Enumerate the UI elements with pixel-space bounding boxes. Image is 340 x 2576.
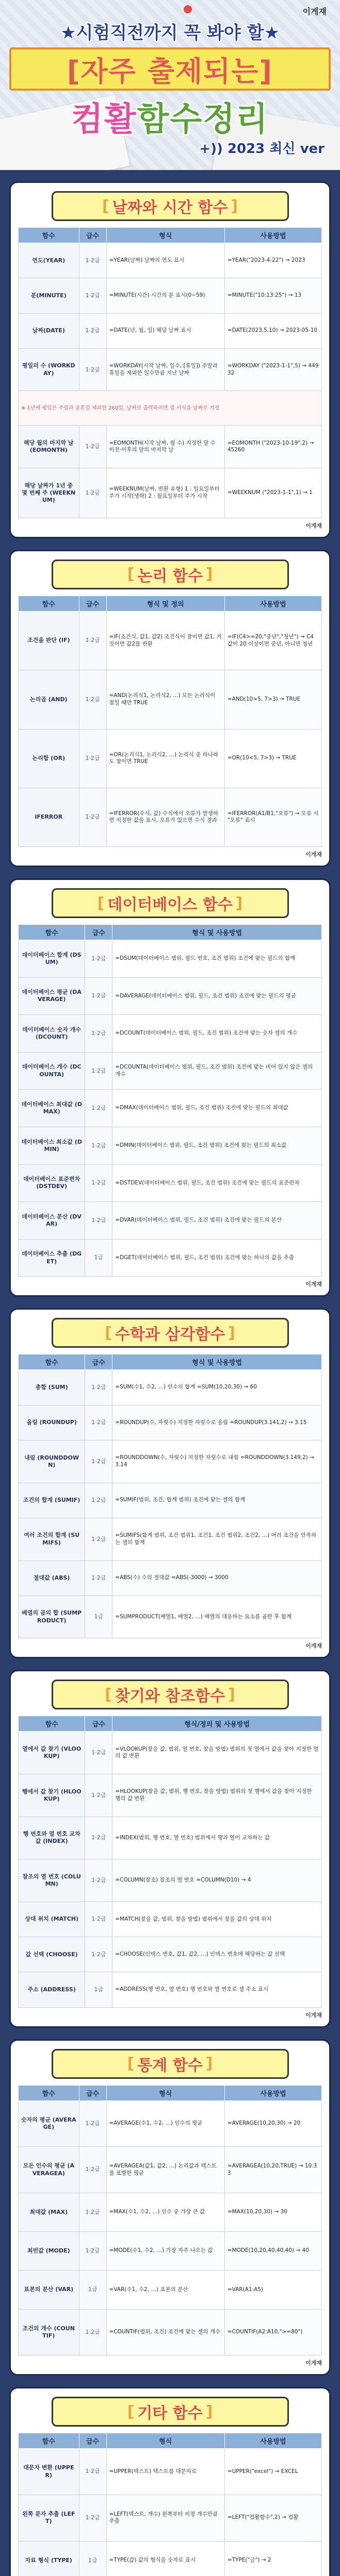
- table-row: [19, 1239, 322, 1277]
- grade-cell: 1·2급: [85, 1483, 112, 1518]
- grade-cell: 1급: [85, 1239, 112, 1277]
- bracket-right-icon: ]: [235, 894, 243, 912]
- example-cell: =DATE(2023,5,10) → 2023-05-10: [224, 313, 321, 348]
- table-row: [19, 1370, 322, 1405]
- function-name-cell: 행에서 값 찾기 (HLOOKUP): [19, 1774, 85, 1817]
- format-cell: =TYPE(값) 값의 형식을 숫자로 표시: [106, 2541, 224, 2576]
- grade-cell: 1·2급: [79, 313, 106, 348]
- example-cell: =MINUTE("10:13:25") → 13: [224, 278, 321, 313]
- table-row: [19, 1518, 322, 1561]
- credit-label: 이게쟤: [305, 1281, 322, 1288]
- grade-cell: 1·2급: [79, 278, 106, 313]
- column-header: 함수: [19, 925, 85, 940]
- format-cell: =MAX(수1, 수2, …) 인수 중 가장 큰 값: [106, 2193, 224, 2231]
- grade-cell: 1·2급: [79, 2309, 106, 2355]
- grade-cell: 1·2급: [85, 1902, 112, 1937]
- function-table: [18, 1716, 322, 2007]
- example-cell: =MAX(10,20,30) → 30: [224, 2193, 321, 2231]
- column-header: 사용방법: [224, 2085, 321, 2100]
- bracket-right-icon: ]: [205, 2055, 213, 2073]
- column-header: 형식/정의 및 사용방법: [112, 1716, 322, 1732]
- column-header: 급수: [79, 228, 106, 243]
- format-cell: =DMIN(데이터베이스 범위, 필드, 조건 범위) 조건에 맞는 필드의 최소값: [112, 1127, 322, 1165]
- column-header: 함수: [19, 1354, 85, 1370]
- format-cell: =INDEX(범위, 행 번호, 열 번호) 범위에서 행과 열이 교차하는 값: [112, 1817, 322, 1859]
- grade-cell: 1·2급: [79, 2147, 106, 2193]
- grade-cell: 1·2급: [79, 348, 106, 391]
- bracket-right-icon: ]: [205, 565, 213, 584]
- function-name-cell: 행 번호와 열 번호 교차 값 (INDEX): [19, 1817, 85, 1859]
- function-name-cell: 데이터베이스 최소값 (DMIN): [19, 1127, 85, 1165]
- example-cell: =COUNTIF(A2:A10,">=80"): [224, 2309, 321, 2355]
- grade-cell: 1급: [85, 1596, 112, 1638]
- function-name-cell: 대문자 변환 (UPPER): [19, 2449, 79, 2495]
- section-title-text: 기타 함수: [137, 2404, 203, 2423]
- format-cell: =DAVERAGE(데이터베이스 범위, 필드, 조건 범위) 조건에 맞는 필드의 평균: [112, 977, 322, 1015]
- table-row: [19, 977, 322, 1015]
- table-row: [19, 1405, 322, 1440]
- function-name-cell: 연도(YEAR): [19, 243, 79, 278]
- function-name-cell: 데이터베이스 분산 (DVAR): [19, 1202, 85, 1240]
- table-row: [19, 278, 322, 313]
- grade-cell: 1·2급: [79, 426, 106, 468]
- format-cell: =ROUNDDOWN(수, 자릿수) 지정한 자릿수로 내림 =ROUNDDOWN(3.149,2) → 3.14: [112, 1440, 322, 1483]
- format-cell: =WORKDAY(시작 날짜, 일수, [휴일]) 주말과 휴일을 제외한 일수만큼 지난 날짜: [106, 348, 224, 391]
- example-cell: =AVERAGE(10,20,30) → 20: [224, 2100, 321, 2147]
- function-name-cell: 날짜(DATE): [19, 313, 79, 348]
- format-cell: =SUM(수1, 수2, …) 인수의 합계 =SUM(10,20,30) → 60: [112, 1370, 322, 1405]
- function-table: [18, 227, 322, 518]
- format-cell: =LEFT(텍스트, 개수) 왼쪽부터 지정 개수만큼 추출: [106, 2495, 224, 2541]
- bracket-right-icon: ]: [228, 1685, 235, 1704]
- table-row: [19, 2449, 322, 2495]
- grade-cell: 1급: [85, 1972, 112, 2007]
- function-name-cell: 상대 위치 (MATCH): [19, 1902, 85, 1937]
- section-title-text: 찾기와 참조함수: [115, 1687, 225, 1706]
- format-cell: =AVERAGEA(값1, 값2, …) 논리값과 텍스트를 포함한 평균: [106, 2147, 224, 2193]
- function-name-cell: 최대값 (MAX): [19, 2193, 79, 2231]
- format-cell: =MINUTE(시간) 시간의 분 표시(0~59): [106, 278, 224, 313]
- grade-cell: 1·2급: [85, 1090, 112, 1127]
- table-row: [19, 2100, 322, 2147]
- table-row: [19, 1859, 322, 1902]
- bracket-left-icon: [: [127, 2402, 135, 2421]
- grade-cell: 1·2급: [85, 1937, 112, 1972]
- format-cell: =MODE(수1, 수2, …) 가장 자주 나오는 값: [106, 2232, 224, 2270]
- example-cell: =EOMONTH ("2023-10-19",2) → 45260: [224, 426, 321, 468]
- section-title: [52, 2397, 289, 2427]
- function-table: [18, 596, 322, 847]
- format-cell: =DMAX(데이터베이스 범위, 필드, 조건 범위) 조건에 맞는 필드의 최대값: [112, 1090, 322, 1127]
- table-row: [19, 1015, 322, 1053]
- credit-label: 이게쟤: [305, 851, 322, 858]
- function-table: [18, 1354, 322, 1638]
- grade-cell: 1·2급: [85, 1015, 112, 1053]
- format-cell: =IF(조건식, 값1, 값2) 조건식이 참이면 값1, 거짓이면 값2를 반환: [106, 611, 224, 670]
- credit-label: 이게쟤: [305, 2360, 322, 2367]
- example-cell: =LEFT("컴활함수",2) → 컴활: [224, 2495, 321, 2541]
- function-name-cell: 분(MINUTE): [19, 278, 79, 313]
- grade-cell: 1·2급: [79, 729, 106, 788]
- format-cell: =DCOUNT(데이터베이스 범위, 필드, 조건 범위) 조건에 맞는 숫자 셀의 개수: [112, 1015, 322, 1053]
- function-name-cell: 데이터베이스 평균 (DAVERAGE): [19, 977, 85, 1015]
- table-row: [19, 1440, 322, 1483]
- column-header: 급수: [85, 925, 112, 940]
- format-cell: =DCOUNTA(데이터베이스 범위, 필드, 조건 범위) 조건에 맞는 비어 있지 않은 셀의 개수: [112, 1052, 322, 1090]
- section-title-text: 데이터베이스 함수: [107, 896, 233, 914]
- function-name-cell: 모든 인수의 평균 (AVERAGEA): [19, 2147, 79, 2193]
- table-row: [19, 2270, 322, 2309]
- function-name-cell: 숫자의 평균 (AVERAGE): [19, 2100, 79, 2147]
- table-row: [19, 611, 322, 670]
- credit-label: 이게쟤: [305, 2011, 322, 2019]
- format-cell: =VLOOKUP(찾을 값, 범위, 열 번호, 찾을 방법) 범위의 첫 열에서 값을 찾아 지정한 열의 값 반환: [112, 1732, 322, 1774]
- bracket-left-icon: [: [102, 197, 109, 215]
- column-header: 형식: [106, 228, 224, 243]
- table-row: [19, 2309, 322, 2355]
- table-row: [19, 2495, 322, 2541]
- example-cell: =AND(10>5, 7>3) → TRUE: [224, 670, 321, 729]
- grade-cell: 1·2급: [85, 940, 112, 978]
- table-row: [19, 1127, 322, 1165]
- table-row: [19, 1937, 322, 1972]
- example-cell: =VAR(A1:A5): [224, 2270, 321, 2309]
- table-row: [19, 1902, 322, 1937]
- function-name-cell: 해당 날짜가 1년 중 몇 번째 주 (WEEKNUM): [19, 468, 79, 518]
- grade-cell: 1·2급: [85, 1164, 112, 1202]
- grade-cell: 1·2급: [85, 1817, 112, 1859]
- format-cell: =SUMIFS(합계 범위, 조건 범위1, 조건1, 조건 범위2, 조건2, …) 여러 조건을 만족하는 셀의 합계: [112, 1518, 322, 1561]
- function-name-cell: 조건을 판단 (IF): [19, 611, 79, 670]
- function-name-cell: 평일의 수 (WORKDAY): [19, 348, 79, 391]
- format-cell: =WEEKNUM(날짜, 반환 유형) 1 : 일요일부터 주가 시작(생략) 2 : 월요일부터 주가 시작: [106, 468, 224, 518]
- function-name-cell: 논리곱 (AND): [19, 670, 79, 729]
- dot-icon: [184, 5, 192, 13]
- format-cell: =UPPER(텍스트) 텍스트를 대문자로: [106, 2449, 224, 2495]
- column-header: 함수: [19, 596, 79, 611]
- bracket-right-icon: ]: [231, 197, 238, 215]
- table-row: [19, 1817, 322, 1859]
- table-row: [19, 1090, 322, 1127]
- column-header: 급수: [85, 1716, 112, 1732]
- function-name-cell: 여러 조건의 합계 (SUMIFS): [19, 1518, 85, 1561]
- function-name-cell: 총합 (SUM): [19, 1370, 85, 1405]
- credit-label: 이게쟤: [305, 522, 322, 529]
- column-header: 형식: [106, 2433, 224, 2449]
- format-cell: =CHOOSE(인덱스 번호, 값1, 값2, …) 인덱스 번호에 해당하는 값 선택: [112, 1937, 322, 1972]
- grade-cell: 1·2급: [79, 611, 106, 670]
- function-name-cell: 열에서 값 찾기 (VLOOKUP): [19, 1732, 85, 1774]
- example-cell: =OR(10<5, 7>3) → TRUE: [224, 729, 321, 788]
- example-cell: =MODE(10,20,40,40,40) → 40: [224, 2232, 321, 2270]
- format-cell: =SUMIF(범위, 조건, 합계 범위) 조건에 맞는 셀의 합계: [112, 1483, 322, 1518]
- function-name-cell: 논리합 (OR): [19, 729, 79, 788]
- grade-cell: 1·2급: [79, 788, 106, 846]
- format-cell: =AND(논리식1, 논리식2, …) 모든 논리식이 참일 때만 TRUE: [106, 670, 224, 729]
- table-row: [19, 2147, 322, 2193]
- note-cell: ※ 1년에 평일은 주말과 공휴일 제외한 260일, 날짜로 출력하려면 셀 서식을 날짜로 지정: [19, 391, 322, 426]
- column-header: 급수: [79, 2433, 106, 2449]
- section-title: [52, 191, 289, 221]
- function-name-cell: 값 선택 (CHOOSE): [19, 1937, 85, 1972]
- example-cell: =AVERAGEA(10,20,TRUE) → 10.33: [224, 2147, 321, 2193]
- format-cell: =VAR(수1, 수2, …) 표본의 분산: [106, 2270, 224, 2309]
- table-row: [19, 2193, 322, 2231]
- format-cell: =COLUMN(참조) 참조의 열 번호 =COLUMN(D10) → 4: [112, 1859, 322, 1902]
- subtitle-part-a: 컴활: [71, 100, 137, 139]
- grade-cell: 1·2급: [85, 1202, 112, 1240]
- grade-cell: 1·2급: [85, 1405, 112, 1440]
- table-row: [19, 729, 322, 788]
- example-cell: =TYPE("글") → 2: [224, 2541, 321, 2576]
- format-cell: =MATCH(찾을 값, 범위, 찾을 방법) 범위에서 찾을 값의 상대 위치: [112, 1902, 322, 1937]
- grade-cell: 1·2급: [79, 2232, 106, 2270]
- grade-cell: 1·2급: [85, 1052, 112, 1090]
- function-name-cell: IFERROR: [19, 788, 79, 846]
- format-cell: =ABS(수) 수의 절대값 =ABS(-3000) → 3000: [112, 1561, 322, 1596]
- page-subtitle: [0, 93, 340, 140]
- function-name-cell: 주소 (ADDRESS): [19, 1972, 85, 2007]
- function-name-cell: 참조의 열 번호 (COLUMN): [19, 1859, 85, 1902]
- function-table: [18, 2085, 322, 2356]
- column-header: 급수: [79, 596, 106, 611]
- format-cell: =HLOOKUP(찾을 값, 범위, 행 번호, 찾을 방법) 범위의 첫 행에서 값을 찾아 지정한 행의 값 반환: [112, 1774, 322, 1817]
- function-name-cell: 배열의 곱의 합 (SUMPRODUCT): [19, 1596, 85, 1638]
- table-row: [19, 788, 322, 846]
- format-cell: =IFERROR(수식, 값) 수식에서 오류가 발생하면 지정한 값을 표시, 오류가 없으면 수식 결과: [106, 788, 224, 846]
- section-title-text: 날짜와 시간 함수: [112, 199, 228, 217]
- table-row: [19, 1596, 322, 1638]
- example-cell: =WORKDAY ("2023-1-1",5) → 44932: [224, 348, 321, 391]
- table-row: [19, 1972, 322, 2007]
- function-table: [18, 2433, 322, 2576]
- format-cell: =COUNTIF(범위, 조건) 조건에 맞는 셀의 개수: [106, 2309, 224, 2355]
- table-row: [19, 1483, 322, 1518]
- column-header: 형식 및 사용방법: [112, 925, 322, 940]
- format-cell: =SUMPRODUCT(배열1, 배열2, …) 배열의 대응하는 요소를 곱한 후 합계: [112, 1596, 322, 1638]
- table-row: [19, 243, 322, 278]
- function-name-cell: 해당 월의 마지막 날 (EOMONTH): [19, 426, 79, 468]
- version-label: +)) 2023 최신 ver: [199, 141, 325, 157]
- column-header: 함수: [19, 2433, 79, 2449]
- section-title: [52, 1318, 289, 1348]
- grade-cell: 1·2급: [79, 670, 106, 729]
- table-row: [19, 313, 322, 348]
- grade-cell: 1·2급: [85, 1440, 112, 1483]
- header-banner: [0, 0, 340, 170]
- example-cell: =IFERROR(A1/B1,"오류") → 오류 시 "오류" 표시: [224, 788, 321, 846]
- column-header: 형식 및 정의: [106, 596, 224, 611]
- grade-cell: 1·2급: [79, 2449, 106, 2495]
- function-name-cell: 왼쪽 문자 추출 (LEFT): [19, 2495, 79, 2541]
- grade-cell: 1·2급: [85, 1859, 112, 1902]
- table-row: [19, 468, 322, 518]
- bracket-right-icon: ]: [228, 1324, 235, 1342]
- subtitle-part-b: 함수정리: [137, 100, 269, 139]
- function-section: [9, 1670, 331, 2027]
- column-header: 사용방법: [224, 228, 321, 243]
- grade-cell: 1·2급: [79, 2193, 106, 2231]
- table-row: [19, 1202, 322, 1240]
- example-cell: =IF(C4>=20,"중년","청년") → C4 값이 20 이상이면 중년, 아니면 청년: [224, 611, 321, 670]
- format-cell: =DGET(데이터베이스 범위, 필드, 조건 범위) 조건에 맞는 하나의 값을 추출: [112, 1239, 322, 1277]
- function-name-cell: 조건의 개수 (COUNTIF): [19, 2309, 79, 2355]
- grade-cell: 1·2급: [85, 977, 112, 1015]
- section-title: [52, 1680, 289, 1709]
- bracket-left-icon: [: [127, 2055, 135, 2073]
- table-row: [19, 670, 322, 729]
- format-cell: =YEAR(날짜) 날짜의 연도 표시: [106, 243, 224, 278]
- column-header: 급수: [79, 2085, 106, 2100]
- example-cell: =UPPER("excel") → EXCEL: [224, 2449, 321, 2495]
- function-section: [9, 1308, 331, 1658]
- table-row: [19, 1561, 322, 1596]
- column-header: 함수: [19, 228, 79, 243]
- function-name-cell: 데이터베이스 합계 (DSUM): [19, 940, 85, 978]
- function-name-cell: 내림 (ROUNDDOWN): [19, 1440, 85, 1483]
- format-cell: =EOMONTH(시작 날짜, 월 수) 지정한 달 수 이전·이후의 달의 마지막 날: [106, 426, 224, 468]
- example-cell: =YEAR("2023-4-22") → 2023: [224, 243, 321, 278]
- section-title: [52, 2049, 289, 2079]
- function-name-cell: 데이터베이스 개수 (DCOUNTA): [19, 1052, 85, 1090]
- bracket-right-icon: ]: [205, 2402, 213, 2421]
- function-name-cell: 데이터베이스 최대값 (DMAX): [19, 1090, 85, 1127]
- table-row: [19, 2541, 322, 2576]
- function-section: [9, 181, 331, 538]
- table-row: [19, 2232, 322, 2270]
- column-header: 함수: [19, 1716, 85, 1732]
- column-header: 사용방법: [224, 2433, 321, 2449]
- grade-cell: 1급: [79, 2541, 106, 2576]
- section-title: [52, 888, 289, 918]
- grade-cell: 1·2급: [85, 1732, 112, 1774]
- function-section: [9, 2387, 331, 2576]
- credit-label: 이게쟤: [305, 1642, 322, 1650]
- table-row: [19, 1052, 322, 1090]
- format-cell: =AVERAGE(수1, 수2, …) 인수의 평균: [106, 2100, 224, 2147]
- table-row: [19, 426, 322, 468]
- format-cell: =DSTDEV(데이터베이스 범위, 필드, 조건 범위) 조건에 맞는 필드의 표준편차: [112, 1164, 322, 1202]
- function-name-cell: 최빈값 (MODE): [19, 2232, 79, 2270]
- grade-cell: 1·2급: [79, 468, 106, 518]
- column-header: 사용방법: [224, 596, 321, 611]
- section-title-text: 수학과 삼각함수: [115, 1326, 225, 1344]
- function-name-cell: 올림 (ROUNDUP): [19, 1405, 85, 1440]
- column-header: 급수: [85, 1354, 112, 1370]
- section-title: [52, 560, 289, 589]
- grade-cell: 1·2급: [85, 1370, 112, 1405]
- grade-cell: 1·2급: [85, 1127, 112, 1165]
- sections-container: [0, 170, 340, 2576]
- format-cell: =ROUNDUP(수, 자릿수) 지정한 자릿수로 올림 =ROUNDUP(3.141,2) → 3.15: [112, 1405, 322, 1440]
- section-title-text: 통계 함수: [137, 2056, 203, 2075]
- format-cell: =ADDRESS(행 번호, 열 번호) 행 번호와 열 번호로 셀 주소 표시: [112, 1972, 322, 2007]
- function-name-cell: 조건의 합계 (SUMIF): [19, 1483, 85, 1518]
- grade-cell: 1·2급: [85, 1561, 112, 1596]
- bracket-left-icon: [: [97, 894, 105, 912]
- function-section: [9, 550, 331, 867]
- example-cell: =WEEKNUM ("2023-1-1",1) → 1: [224, 468, 321, 518]
- table-row: [19, 348, 322, 391]
- grade-cell: 1·2급: [85, 1774, 112, 1817]
- table-row: [19, 1774, 322, 1817]
- table-row: [19, 391, 322, 426]
- brand-logo: 이게쟤: [302, 7, 327, 16]
- function-name-cell: 절대값 (ABS): [19, 1561, 85, 1596]
- bracket-left-icon: [: [127, 565, 135, 584]
- grade-cell: 1·2급: [79, 2495, 106, 2541]
- bracket-left-icon: [: [105, 1685, 112, 1704]
- bracket-left-icon: [: [105, 1324, 112, 1342]
- column-header: 형식: [106, 2085, 224, 2100]
- function-name-cell: 자료 형식 (TYPE): [19, 2541, 79, 2576]
- table-row: [19, 1164, 322, 1202]
- grade-cell: 1급: [79, 2270, 106, 2309]
- column-header: 함수: [19, 2085, 79, 2100]
- function-section: [9, 878, 331, 1297]
- grade-cell: 1·2급: [79, 2100, 106, 2147]
- grade-cell: 1·2급: [79, 243, 106, 278]
- page-title: [자주 출제되는]: [9, 47, 331, 91]
- function-section: [9, 2039, 331, 2376]
- function-name-cell: 표본의 분산 (VAR): [19, 2270, 79, 2309]
- function-name-cell: 데이터베이스 추출 (DGET): [19, 1239, 85, 1277]
- section-title-text: 논리 함수: [137, 567, 203, 585]
- format-cell: =DVAR(데이터베이스 범위, 필드, 조건 범위) 조건에 맞는 필드의 분산: [112, 1202, 322, 1240]
- format-cell: =OR(논리식1, 논리식2, …) 논리식 중 하나라도 참이면 TRUE: [106, 729, 224, 788]
- table-row: [19, 1732, 322, 1774]
- format-cell: =DATE(년, 월, 일) 해당 날짜 표시: [106, 313, 224, 348]
- function-name-cell: 데이터베이스 숫자 개수 (DCOUNT): [19, 1015, 85, 1053]
- column-header: 형식 및 사용방법: [112, 1354, 322, 1370]
- function-table: [18, 924, 322, 1277]
- grade-cell: 1·2급: [85, 1518, 112, 1561]
- format-cell: =DSUM(데이터베이스 범위, 필드 번호, 조건 범위) 조건에 맞는 필드의 합계: [112, 940, 322, 978]
- tagline: ★시험직전까지 꼭 봐야 할★: [60, 23, 280, 43]
- function-name-cell: 데이터베이스 표준편차 (DSTDEV): [19, 1164, 85, 1202]
- table-row: [19, 940, 322, 978]
